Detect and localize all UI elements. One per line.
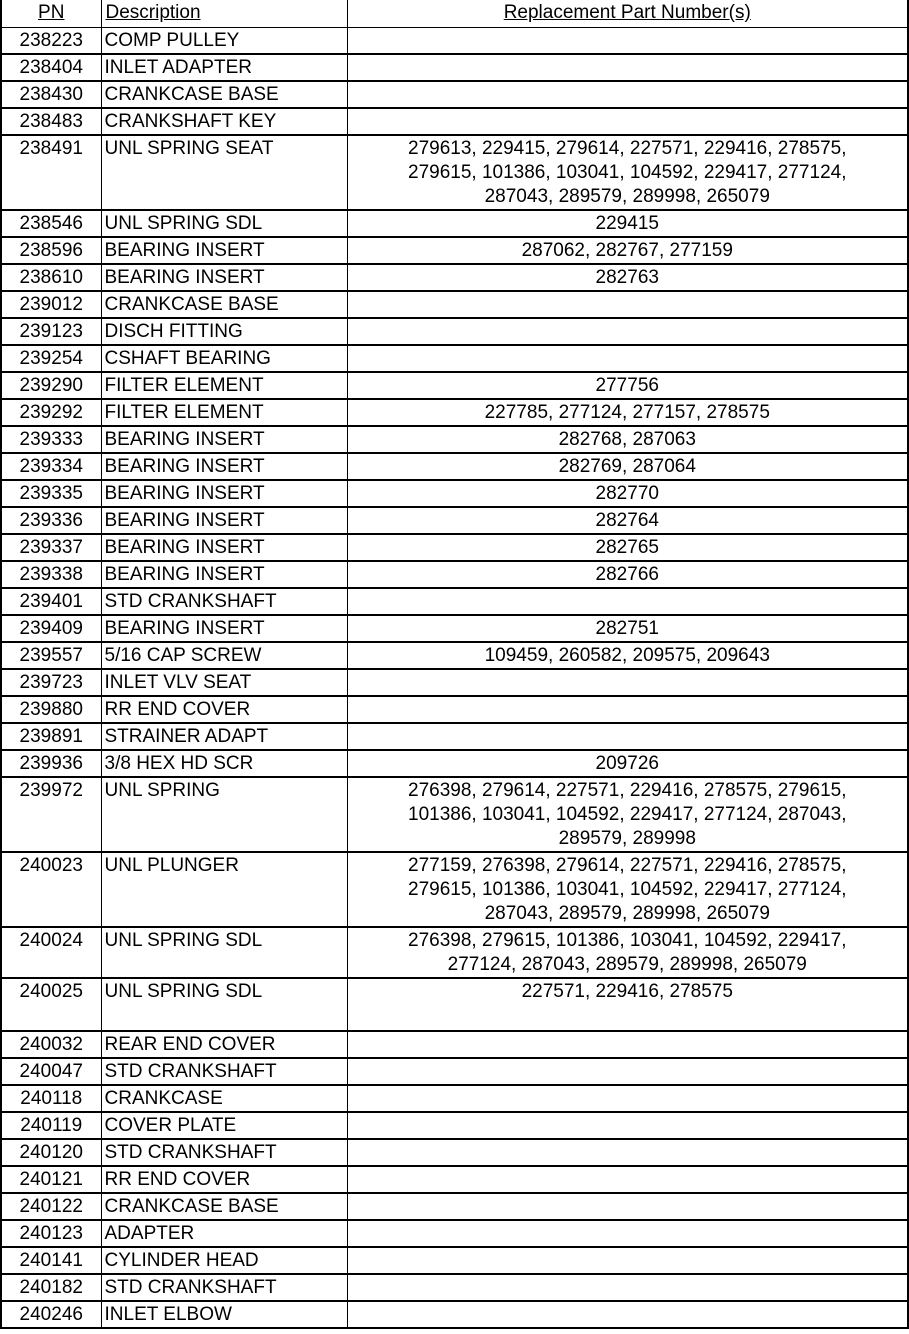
cell-replacement: 227571, 229416, 278575	[347, 978, 908, 1031]
cell-pn: 238610	[1, 264, 101, 291]
table-row	[1, 54, 908, 81]
cell-description: ADAPTER	[101, 1220, 347, 1247]
cell-pn: 238430	[1, 81, 101, 108]
cell-description: CRANKCASE BASE	[101, 81, 347, 108]
cell-description: STD CRANKSHAFT	[101, 1139, 347, 1166]
cell-replacement: 282764	[347, 507, 908, 534]
cell-pn: 239123	[1, 318, 101, 345]
cell-replacement	[347, 1058, 908, 1085]
table-row	[1, 108, 908, 135]
column-header-pn: PN	[1, 0, 101, 27]
cell-replacement: 209726	[347, 750, 908, 777]
cell-description: STD CRANKSHAFT	[101, 588, 347, 615]
cell-description: BEARING INSERT	[101, 507, 347, 534]
table-row	[1, 1220, 908, 1247]
cell-replacement	[347, 588, 908, 615]
table-row	[1, 534, 908, 561]
table-body	[1, 27, 908, 1328]
table-row	[1, 978, 908, 1031]
cell-description: STRAINER ADAPT	[101, 723, 347, 750]
cell-description: FILTER ELEMENT	[101, 399, 347, 426]
table-row	[1, 210, 908, 237]
cell-replacement: 282766	[347, 561, 908, 588]
table-row	[1, 291, 908, 318]
cell-description: COMP PULLEY	[101, 27, 347, 54]
cell-pn: 239557	[1, 642, 101, 669]
cell-pn: 239254	[1, 345, 101, 372]
table-row	[1, 642, 908, 669]
cell-replacement: 279613, 229415, 279614, 227571, 229416, 278575, 279615, 101386, 103041, 104592, 229417, 277124, 287043, 289579, 289998, 265079	[347, 135, 908, 210]
cell-replacement: 282763	[347, 264, 908, 291]
cell-replacement: 282751	[347, 615, 908, 642]
table-row	[1, 426, 908, 453]
cell-replacement	[347, 54, 908, 81]
cell-description: CRANKCASE BASE	[101, 1193, 347, 1220]
table-row	[1, 615, 908, 642]
cell-pn: 240025	[1, 978, 101, 1031]
cell-pn: 239292	[1, 399, 101, 426]
table-row	[1, 588, 908, 615]
table-row	[1, 135, 908, 210]
cell-replacement: 282768, 287063	[347, 426, 908, 453]
table-row	[1, 399, 908, 426]
cell-pn: 240246	[1, 1301, 101, 1328]
cell-pn: 240119	[1, 1112, 101, 1139]
cell-pn: 238404	[1, 54, 101, 81]
cell-description: UNL SPRING SDL	[101, 210, 347, 237]
cell-description: CRANKCASE	[101, 1085, 347, 1112]
table-row	[1, 561, 908, 588]
cell-replacement	[347, 696, 908, 723]
cell-pn: 239337	[1, 534, 101, 561]
cell-pn: 239972	[1, 777, 101, 852]
table-header-row	[1, 0, 908, 27]
cell-replacement	[347, 1031, 908, 1058]
cell-replacement: 276398, 279614, 227571, 229416, 278575, 279615, 101386, 103041, 104592, 229417, 277124, 287043, 289579, 289998	[347, 777, 908, 852]
table-row	[1, 1301, 908, 1328]
table-row	[1, 723, 908, 750]
cell-pn: 238546	[1, 210, 101, 237]
cell-replacement: 282770	[347, 480, 908, 507]
cell-pn: 238483	[1, 108, 101, 135]
cell-pn: 238596	[1, 237, 101, 264]
column-header-description: Description	[101, 0, 347, 27]
cell-description: UNL SPRING SEAT	[101, 135, 347, 210]
cell-description: BEARING INSERT	[101, 453, 347, 480]
cell-description: RR END COVER	[101, 1166, 347, 1193]
table-row	[1, 264, 908, 291]
table-row	[1, 696, 908, 723]
cell-replacement: 287062, 282767, 277159	[347, 237, 908, 264]
table-row	[1, 750, 908, 777]
cell-replacement: 109459, 260582, 209575, 209643	[347, 642, 908, 669]
cell-pn: 240118	[1, 1085, 101, 1112]
cell-description: RR END COVER	[101, 696, 347, 723]
cell-replacement	[347, 1166, 908, 1193]
cell-pn: 240123	[1, 1220, 101, 1247]
cell-replacement: 229415	[347, 210, 908, 237]
table-row	[1, 1247, 908, 1274]
cell-description: BEARING INSERT	[101, 237, 347, 264]
cell-pn: 238491	[1, 135, 101, 210]
cell-description: UNL PLUNGER	[101, 852, 347, 927]
cell-description: CRANKSHAFT KEY	[101, 108, 347, 135]
table-row	[1, 1139, 908, 1166]
cell-pn: 239880	[1, 696, 101, 723]
cell-replacement: 227785, 277124, 277157, 278575	[347, 399, 908, 426]
cell-pn: 240121	[1, 1166, 101, 1193]
cell-description: REAR END COVER	[101, 1031, 347, 1058]
table-row	[1, 1193, 908, 1220]
table-row	[1, 1031, 908, 1058]
table-row	[1, 927, 908, 978]
cell-pn: 239338	[1, 561, 101, 588]
cell-description: DISCH FITTING	[101, 318, 347, 345]
cell-replacement	[347, 345, 908, 372]
cell-replacement	[347, 1301, 908, 1328]
table-row	[1, 507, 908, 534]
cell-replacement	[347, 27, 908, 54]
cell-replacement	[347, 1112, 908, 1139]
cell-description: 3/8 HEX HD SCR	[101, 750, 347, 777]
cell-pn: 239336	[1, 507, 101, 534]
cell-replacement	[347, 1193, 908, 1220]
cell-pn: 239334	[1, 453, 101, 480]
cell-description: BEARING INSERT	[101, 615, 347, 642]
cell-pn: 240024	[1, 927, 101, 978]
table-row	[1, 1085, 908, 1112]
cell-description: BEARING INSERT	[101, 534, 347, 561]
cell-description: BEARING INSERT	[101, 480, 347, 507]
cell-replacement	[347, 1085, 908, 1112]
table-row	[1, 345, 908, 372]
table-row	[1, 1058, 908, 1085]
cell-pn: 239333	[1, 426, 101, 453]
table-row	[1, 318, 908, 345]
cell-pn: 239891	[1, 723, 101, 750]
cell-description: STD CRANKSHAFT	[101, 1274, 347, 1301]
cell-description: CSHAFT BEARING	[101, 345, 347, 372]
table-row	[1, 237, 908, 264]
cell-replacement	[347, 318, 908, 345]
cell-pn: 240023	[1, 852, 101, 927]
cell-replacement: 277159, 276398, 279614, 227571, 229416, 278575, 279615, 101386, 103041, 104592, 229417, 277124, 287043, 289579, 289998, 265079	[347, 852, 908, 927]
cell-replacement	[347, 1274, 908, 1301]
cell-replacement	[347, 1247, 908, 1274]
table-row	[1, 777, 908, 852]
table-row	[1, 1274, 908, 1301]
cell-replacement	[347, 108, 908, 135]
cell-pn: 239401	[1, 588, 101, 615]
cell-description: UNL SPRING SDL	[101, 927, 347, 978]
cell-replacement	[347, 723, 908, 750]
table-row	[1, 669, 908, 696]
cell-description: UNL SPRING	[101, 777, 347, 852]
cell-pn: 240047	[1, 1058, 101, 1085]
table-row	[1, 453, 908, 480]
cell-description: COVER PLATE	[101, 1112, 347, 1139]
cell-pn: 240182	[1, 1274, 101, 1301]
cell-pn: 239409	[1, 615, 101, 642]
cell-pn: 238223	[1, 27, 101, 54]
table-row	[1, 27, 908, 54]
cell-pn: 240032	[1, 1031, 101, 1058]
cell-replacement: 276398, 279615, 101386, 103041, 104592, 229417, 277124, 287043, 289579, 289998, 265079	[347, 927, 908, 978]
cell-pn: 239290	[1, 372, 101, 399]
cell-pn: 239936	[1, 750, 101, 777]
cell-description: 5/16 CAP SCREW	[101, 642, 347, 669]
table-row	[1, 372, 908, 399]
table-row	[1, 852, 908, 927]
cell-pn: 239012	[1, 291, 101, 318]
cell-description: CRANKCASE BASE	[101, 291, 347, 318]
cell-description: BEARING INSERT	[101, 264, 347, 291]
cell-pn: 240122	[1, 1193, 101, 1220]
table-row	[1, 1112, 908, 1139]
cell-description: STD CRANKSHAFT	[101, 1058, 347, 1085]
cell-replacement	[347, 81, 908, 108]
table-row	[1, 1166, 908, 1193]
cell-description: INLET VLV SEAT	[101, 669, 347, 696]
cell-description: INLET ADAPTER	[101, 54, 347, 81]
cell-pn: 239723	[1, 669, 101, 696]
cell-description: BEARING INSERT	[101, 426, 347, 453]
cell-description: CYLINDER HEAD	[101, 1247, 347, 1274]
cell-description: INLET ELBOW	[101, 1301, 347, 1328]
cell-replacement	[347, 1220, 908, 1247]
cell-pn: 240120	[1, 1139, 101, 1166]
table-row	[1, 81, 908, 108]
cell-description: FILTER ELEMENT	[101, 372, 347, 399]
cell-replacement	[347, 291, 908, 318]
cell-description: UNL SPRING SDL	[101, 978, 347, 1031]
cell-pn: 239335	[1, 480, 101, 507]
cell-replacement	[347, 1139, 908, 1166]
cell-replacement	[347, 669, 908, 696]
cell-description: BEARING INSERT	[101, 561, 347, 588]
cell-replacement: 277756	[347, 372, 908, 399]
table-row	[1, 480, 908, 507]
column-header-replacement: Replacement Part Number(s)	[347, 0, 908, 27]
cell-replacement: 282765	[347, 534, 908, 561]
cell-pn: 240141	[1, 1247, 101, 1274]
cell-replacement: 282769, 287064	[347, 453, 908, 480]
